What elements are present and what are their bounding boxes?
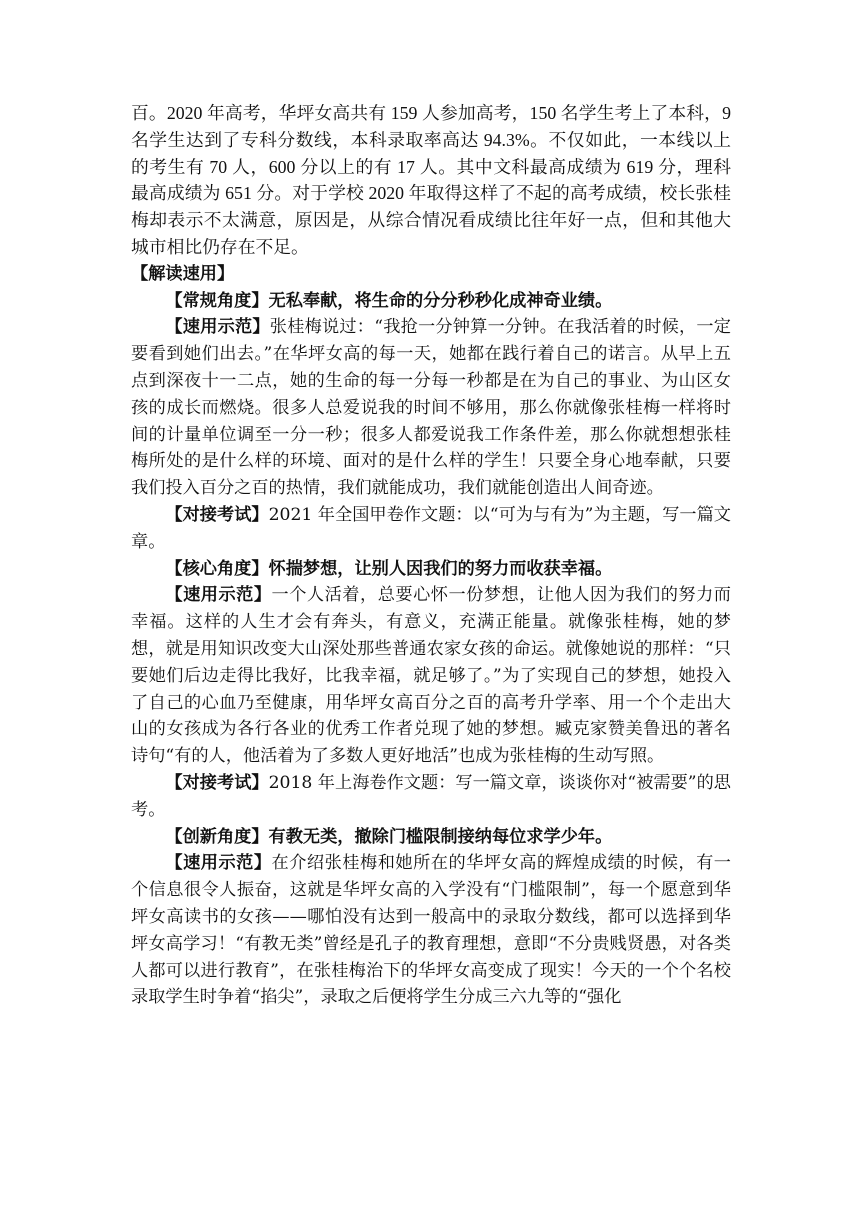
usage-1-text: 张桂梅说过：“我抢一分钟算一分钟。在我活着的时候，一定要看到她们出去。”在华坪女高的每一天，她都在践行着自己的诺言。从早上五点到深夜十一二点，她的生命的每一分每一秒都是在为自己的事业、为山区女孩的成长而燃烧。很多人总爱说我的时间不够用，那么你就像张桂梅一样将时间的计量单位调至一分一秒；很多人都爱说我工作条件差，那么你就想想张桂梅所处的是什么样的环境、面对的是什么样的学生！只要全身心地奉献，只要我们投入百分之百的热情，我们就能成功，我们就能创造出人间奇迹。 <box>131 317 731 499</box>
usage-1-tag: 【速用示范】 <box>165 317 270 338</box>
document-page <box>131 100 731 1011</box>
exam-2-paragraph <box>131 770 731 824</box>
angle-2-line <box>131 556 731 583</box>
usage-3-tag: 【速用示范】 <box>165 853 272 874</box>
exam-1-paragraph <box>131 502 731 556</box>
exam-1-tag: 【对接考试】 <box>165 504 269 525</box>
angle-3-line <box>131 824 731 851</box>
usage-1-paragraph <box>131 314 731 502</box>
usage-3-text: 在介绍张桂梅和她所在的华坪女高的辉煌成绩的时候，有一个信息很令人振奋，这就是华坪女高的入学没有“门槛限制”，每一个愿意到华坪女高读书的女孩——哪怕没有达到一般高中的录取分数线，都可以选择到华坪女高学习！“有教无类”曾经是孔子的教育理想，意即“不分贵贱贤愚，对各类人都可以进行教育”，在张桂梅治下的华坪女高变成了现实！今天的一个个名校录取学生时争着“掐尖”，录取之后便将学生分成三六九等的“强化 <box>131 853 731 1008</box>
usage-2-tag: 【速用示范】 <box>165 585 272 606</box>
angle-1-line <box>131 288 731 315</box>
angle-2-title: 怀揣梦想，让别人因我们的努力而收获幸福。 <box>268 558 613 579</box>
angle-1-tag: 【常规角度】 <box>165 290 269 311</box>
exam-2-tag: 【对接考试】 <box>165 772 269 793</box>
usage-3-paragraph <box>131 850 731 1011</box>
section-heading: 【解读速用】 <box>131 263 235 284</box>
angle-3-tag: 【创新角度】 <box>165 826 269 847</box>
exam-2-text: 2018 年上海卷作文题：写一篇文章，谈谈你对“被需要”的思考。 <box>131 772 731 820</box>
usage-2-paragraph <box>131 582 731 770</box>
exam-1-text: 2021 年全国甲卷作文题：以“可为与有为”为主题，写一篇文章。 <box>131 504 731 552</box>
angle-1-title: 无私奉献，将生命的分分秒秒化成神奇业绩。 <box>268 290 613 311</box>
angle-3-title: 有教无类，撤除门槛限制接纳每位求学少年。 <box>268 826 613 847</box>
angle-2-tag: 【核心角度】 <box>165 558 269 579</box>
intro-paragraph: 百。2020 年高考，华坪女高共有 159 人参加高考，150 名学生考上了本科，9 名学生达到了专科分数线，本科录取率高达 94.3%。不仅如此，一本线以上的考生有 70 人，600 分以上的有 17 人。其中文科最高成绩为 619 分，理科最高成绩为 651 分。对于学校 2020 年取得这样了不起的高考成绩，校长张桂梅却表示不太满意，原因是，从综合情况看成绩比往年好一点，但和其他大城市相比仍存在不足。 <box>131 103 731 257</box>
usage-2-text: 一个人活着，总要心怀一份梦想，让他人因为我们的努力而幸福。这样的人生才会有奔头，有意义，充满正能量。就像张桂梅，她的梦想，就是用知识改变大山深处那些普通农家女孩的命运。就像她说的那样：“只要她们后边走得比我好，比我幸福，就足够了。”为了实现自己的梦想，她投入了自己的心血乃至健康，用华坪女高百分之百的高考升学率、用一个个走出大山的女孩成为各行各业的优秀工作者兑现了她的梦想。臧克家赞美鲁迅的著名诗句“有的人，他活着为了多数人更好地活”也成为张桂梅的生动写照。 <box>131 585 731 767</box>
